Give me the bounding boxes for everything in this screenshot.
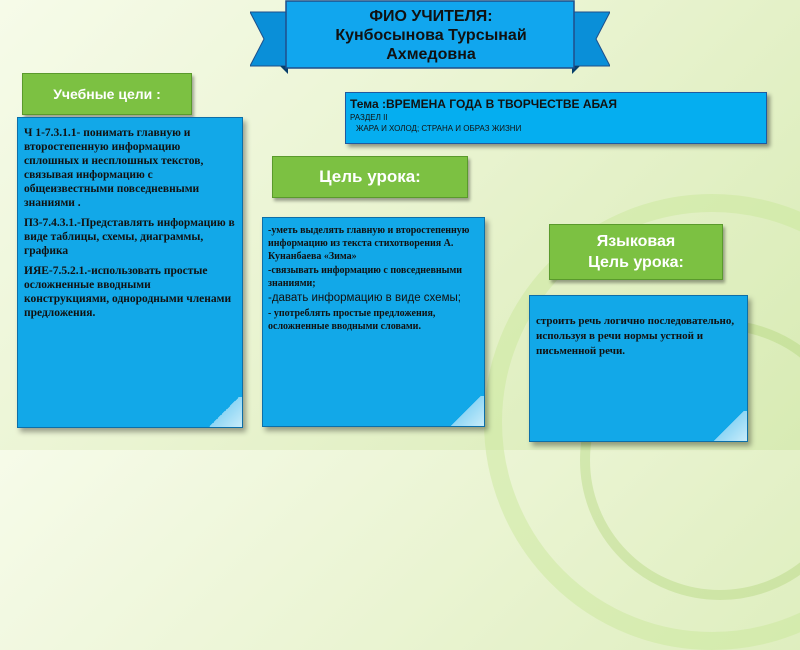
topic-subtitle: ЖАРА И ХОЛОД; СТРАНА И ОБРАЗ ЖИЗНИ — [356, 124, 522, 133]
language-goal-label-line1: Языковая — [596, 233, 676, 250]
teacher-name-line2: Ахмедовна — [386, 45, 476, 63]
teacher-name-line1: Кунбосынова Турсынай — [335, 26, 527, 44]
learning-goal-item: П3-7.4.3.1.-Представлять информацию в виде таблицы, схемы, диаграммы, графика — [24, 217, 235, 257]
topic-title: Тема :ВРЕМЕНА ГОДА В ТВОРЧЕСТВЕ АБАЯ — [350, 97, 617, 111]
lesson-goal-item: -давать информацию в виде схемы; — [268, 292, 461, 304]
language-goal-label — [549, 224, 723, 280]
language-goal-label-line2: Цель урока: — [588, 254, 684, 271]
lesson-goal-item: -связывать информацию с повседневными знаниями; — [268, 265, 463, 289]
banner-heading: ФИО УЧИТЕЛЯ: — [369, 7, 493, 25]
language-goal-text: строить речь логично последовательно, используя в речи нормы устной и письменной речи. — [536, 315, 735, 357]
learning-goals-label-text: Учебные цели : — [53, 86, 161, 102]
learning-goals-note — [17, 117, 243, 428]
lesson-goals-note — [262, 217, 485, 427]
lesson-goal-item: -уметь выделять главную и второстепенную информацию из текста стихотворения А. Кунанбаева «Зима» — [268, 225, 470, 262]
lesson-goal-label — [272, 156, 468, 198]
topic-box — [345, 92, 767, 144]
learning-goals-label — [22, 73, 192, 115]
learning-goal-item: ИЯЕ-7.5.2.1.-использовать простые осложненные вводными конструкциями, однородными членами предложения. — [24, 265, 232, 319]
learning-goal-item: Ч 1-7.3.1.1- понимать главную и второстепенную информацию сплошных и несплошных текстов, связывая информацию с общеизвестными повседневными знаниями . — [24, 127, 204, 209]
teacher-name-banner — [250, 0, 610, 78]
topic-section: РАЗДЕЛ II — [350, 113, 388, 122]
lesson-goal-label-text: Цель урока: — [319, 167, 421, 186]
lesson-goal-item: - употреблять простые предложения, осложненные вводными словами. — [268, 308, 436, 332]
language-goal-note — [529, 295, 748, 442]
